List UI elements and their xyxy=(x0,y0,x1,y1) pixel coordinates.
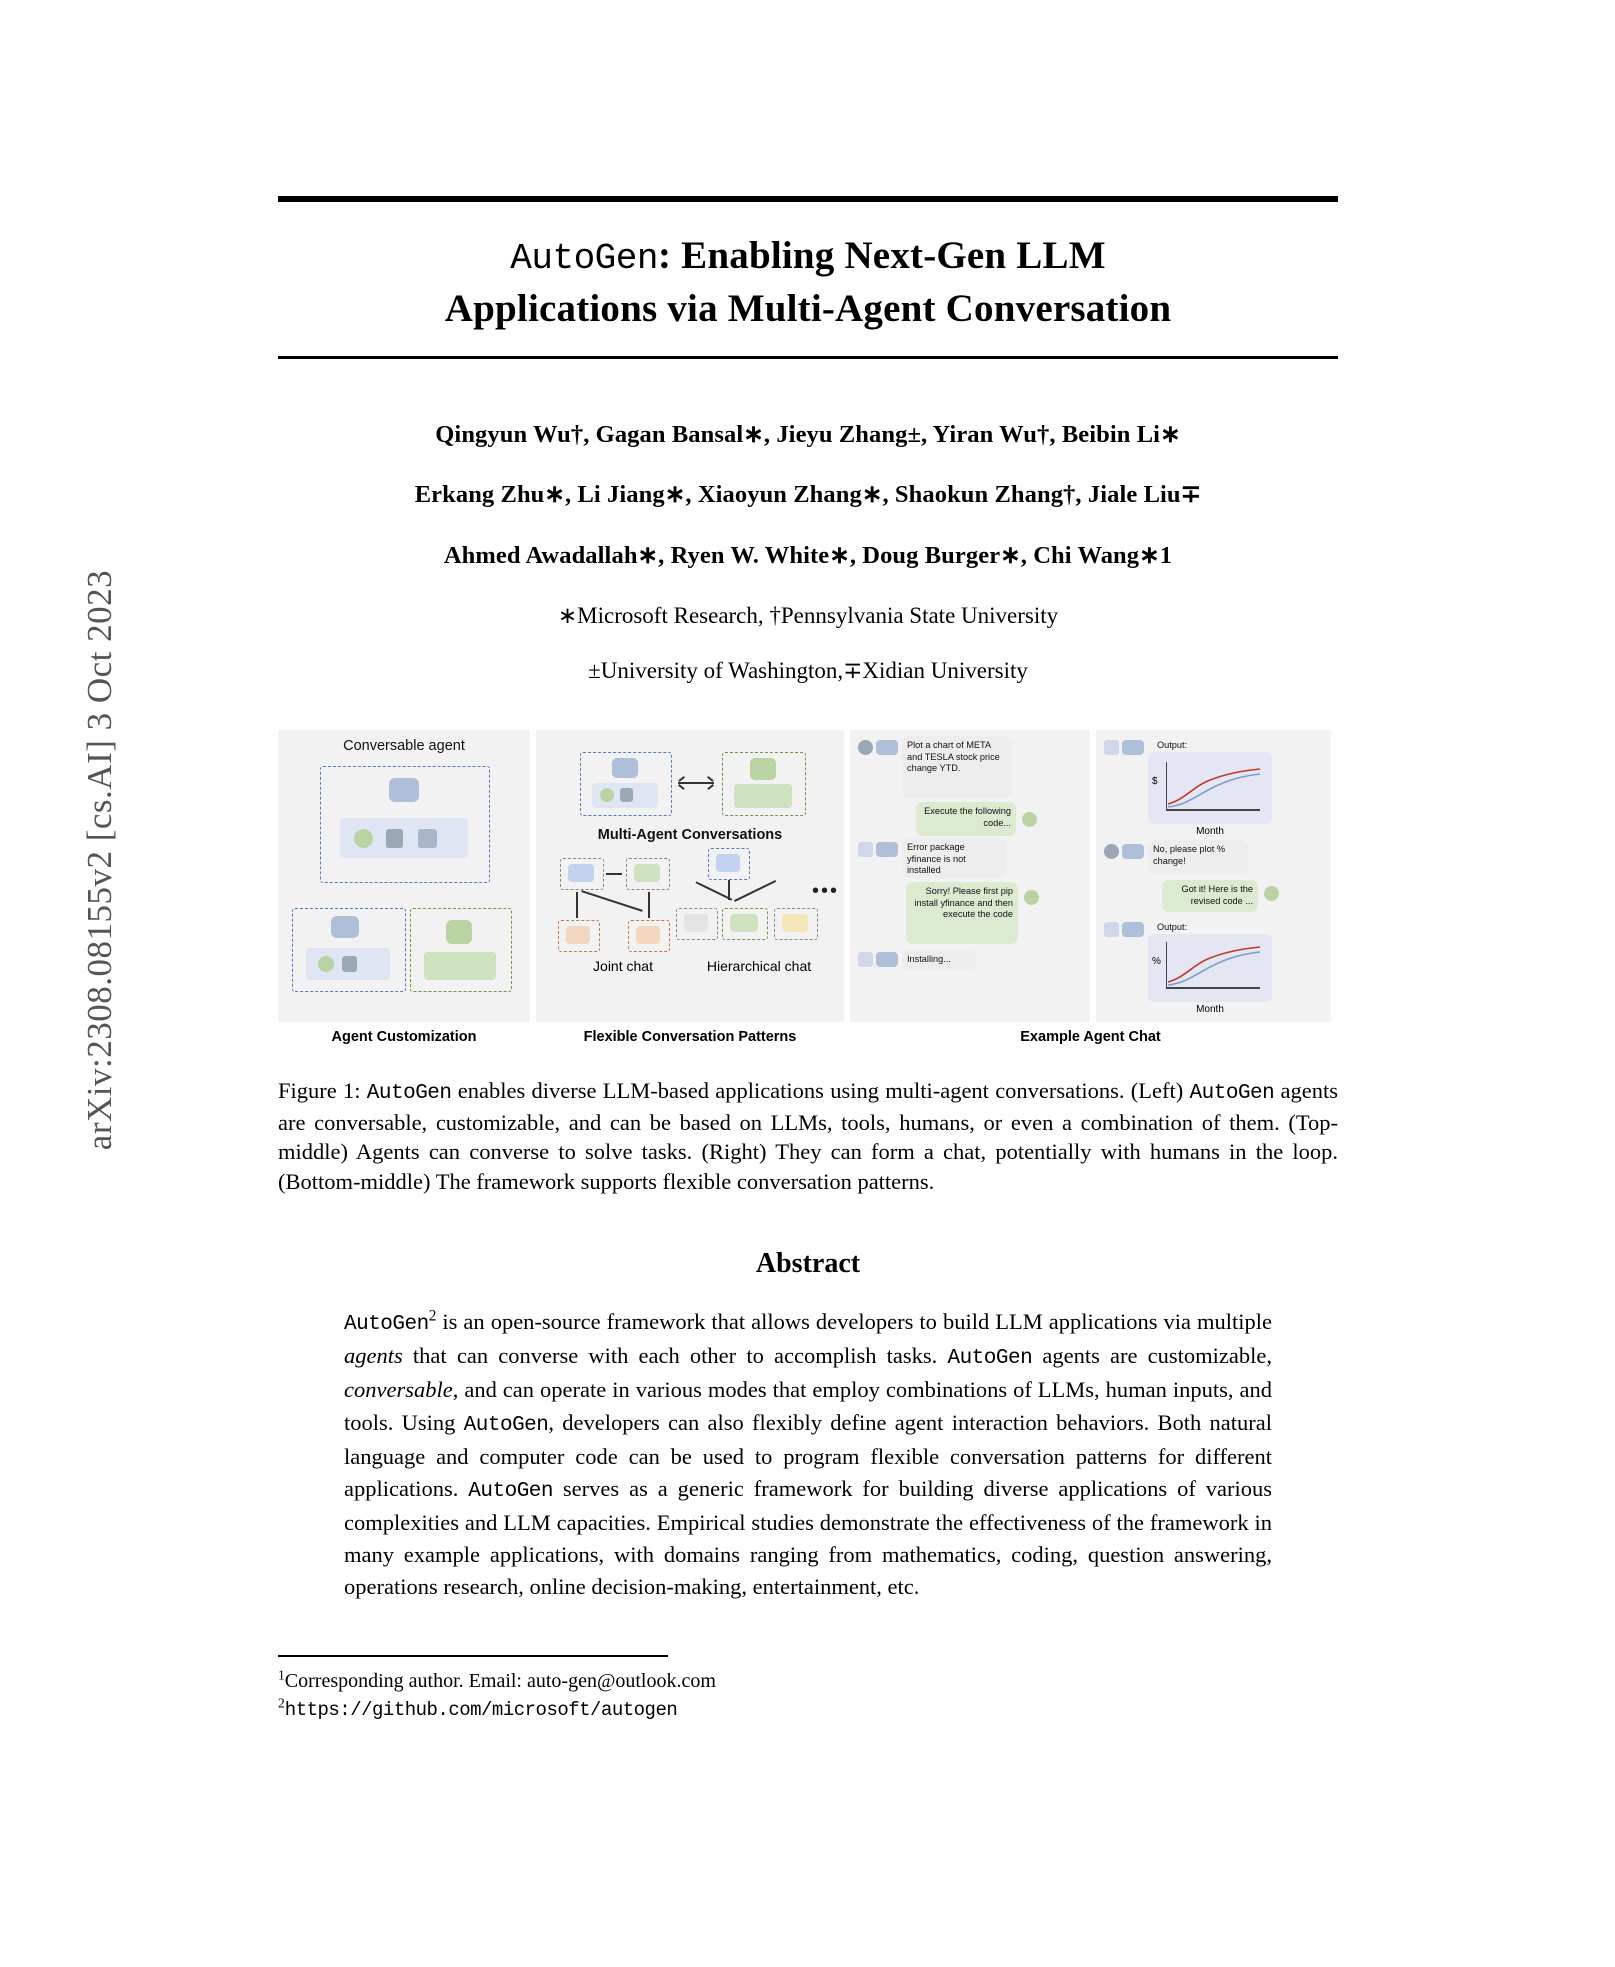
arrow-head-right-a xyxy=(707,776,713,782)
figure-subcaptions xyxy=(278,1029,1338,1045)
assistant-avatar-4 xyxy=(1122,740,1144,755)
abstract-text-5: , developers can also flexibly define agent interaction behaviors. Both natural language and computer code can be used to program flexible conversation patterns for different applications. xyxy=(344,1409,1273,1501)
joint-chat-label: Joint chat xyxy=(593,958,653,975)
abstract-italic-conversable: conversable xyxy=(344,1377,453,1403)
user-avatar-2 xyxy=(1104,844,1119,859)
footnote-1-text: Corresponding author. Email: auto-gen@outlook.com xyxy=(284,1669,716,1692)
hier-child-1 xyxy=(684,914,708,932)
plot-2 xyxy=(1148,934,1272,1002)
abstract-heading: Abstract xyxy=(755,1248,861,1280)
joint-arrow-diag xyxy=(581,891,642,912)
joint-arrow-left xyxy=(576,892,578,918)
figure-panel-chat-right xyxy=(1096,730,1331,1022)
python-avatar-3 xyxy=(1104,740,1119,755)
figure-panels xyxy=(278,730,1338,1022)
robot-icon-left xyxy=(612,758,638,778)
title-rule-top xyxy=(278,196,1338,202)
agent-avatar-2 xyxy=(1022,812,1037,827)
chat-message-6: No, please plot % change! xyxy=(1148,840,1248,874)
abstract-text-4: , and can operate in various modes that employ combinations of LLMs, human inputs, and tools. Using xyxy=(344,1377,1272,1435)
figure-panel-chat-left xyxy=(850,730,1090,1022)
footnote-1 xyxy=(278,1667,1338,1695)
footnote-2 xyxy=(278,1695,1338,1724)
plot-1-x-label: Month xyxy=(1196,826,1224,838)
plot-2-curves xyxy=(1166,940,1262,990)
output-label-1: Output: xyxy=(1157,740,1188,751)
assistant-avatar-5 xyxy=(1122,844,1144,859)
output-label-2: Output: xyxy=(1157,922,1188,933)
joint-node-3 xyxy=(566,926,590,944)
title-rest: : Enabling Next-Gen LLM xyxy=(658,234,1106,277)
figure-caption-text-2: agents are conversable, customizable, and can be based on LLMs, tools, humans, or even a combination of them. (Top-middle) Agents can converse to solve tasks. (Right) They can form a chat, potentially with humans in the loop. (Bottom-middle) The framework supports flexible conversation patterns. xyxy=(278,1078,1338,1194)
figure-caption-text-1: enables diverse LLM-based applications using multi-agent conversations. (Left) xyxy=(451,1078,1190,1104)
chat-message-7: Got it! Here is the revised code ... xyxy=(1162,880,1258,912)
abstract-mono-3: AutoGen xyxy=(463,1413,549,1437)
abstract-body xyxy=(344,1306,1272,1603)
joint-node-4 xyxy=(636,926,660,944)
arrow-head-left-a xyxy=(678,776,684,782)
chat-message-4: Sorry! Please first pip install yfinance and then execute the code xyxy=(906,882,1018,944)
robot-icon xyxy=(389,778,419,802)
paper-column xyxy=(278,0,1338,1724)
arrow-head-right-b xyxy=(707,784,713,790)
affiliation-line-1: ∗Microsoft Research, †Pennsylvania State University xyxy=(557,603,1059,629)
agent-variant-chip-green xyxy=(424,952,496,980)
green-robot-icon-right xyxy=(750,758,776,780)
conv-chip-right xyxy=(734,784,792,808)
author-line-2: Erkang Zhu∗, Li Jiang∗, Xiaoyun Zhang∗, Shaokun Zhang†, Jiale Liu∓ xyxy=(414,481,1202,509)
subcaption-agent-customization: Agent Customization xyxy=(331,1029,477,1046)
plot-2-y-label: % xyxy=(1152,956,1161,968)
author-line-1: Qingyun Wu†, Gagan Bansal∗, Jieyu Zhang±, Yiran Wu†, Beibin Li∗ xyxy=(435,420,1181,448)
affiliation-line-2: ±University of Washington,∓Xidian University xyxy=(588,658,1028,684)
assistant-avatar-2 xyxy=(876,842,898,857)
title-rule-bottom xyxy=(278,356,1338,359)
abstract-mono-4: AutoGen xyxy=(468,1479,553,1503)
abstract-text-1: is an open-source framework that allows developers to build LLM applications via multiple xyxy=(436,1309,1272,1335)
figure-caption-mono-1: AutoGen xyxy=(366,1082,452,1106)
arxiv-stamp: arXiv:2308.08155v2 [cs.AI] 3 Oct 2023 xyxy=(80,569,119,1151)
title-line2: Applications via Multi-Agent Conversation xyxy=(444,286,1172,330)
footnote-2-link[interactable]: https://github.com/microsoft/autogen xyxy=(284,1699,678,1722)
subcaption-example-chat: Example Agent Chat xyxy=(1020,1029,1161,1046)
python-avatar-4 xyxy=(1104,922,1119,937)
plot-2-x-label: Month xyxy=(1196,1004,1224,1016)
assistant-avatar-6 xyxy=(1122,922,1144,937)
chat-message-3: Error package yfinance is not installed xyxy=(902,838,1006,878)
hier-root xyxy=(716,854,740,872)
assistant-avatar-3 xyxy=(876,952,898,967)
subcaption-flexible-patterns: Flexible Conversation Patterns xyxy=(583,1029,797,1046)
agent-avatar-4 xyxy=(1264,886,1279,901)
abstract-mono-2: AutoGen xyxy=(947,1347,1033,1371)
assistant-avatar-1 xyxy=(876,740,898,755)
python-avatar-1 xyxy=(858,842,873,857)
human-icon-left xyxy=(620,788,633,802)
green-robot-icon xyxy=(446,920,472,944)
author-list xyxy=(278,420,1338,569)
hier-arrow-left xyxy=(696,882,733,901)
chat-message-2: Execute the following code... xyxy=(916,802,1016,836)
python-avatar-2 xyxy=(858,952,873,967)
robot-icon-variant xyxy=(331,916,359,938)
abstract-footnote-ref: 2 xyxy=(428,1307,437,1325)
bidirectional-arrow xyxy=(678,782,714,784)
figure-1 xyxy=(278,730,1338,1060)
human-icon-variant xyxy=(342,956,357,972)
hier-child-3 xyxy=(782,914,808,932)
abstract-italic-agents: agents xyxy=(344,1343,403,1369)
footnote-1-marker: 1 xyxy=(278,1667,285,1683)
panel1-title: Conversable agent xyxy=(343,738,465,755)
title-mono: AutoGen xyxy=(510,238,658,279)
footnote-rule xyxy=(278,1655,668,1657)
figure-panel-multi-agent xyxy=(536,730,844,1022)
footnotes xyxy=(278,1667,1338,1724)
page-title xyxy=(278,230,1338,334)
plot-1-curves xyxy=(1166,760,1262,812)
abstract-text-3: agents are customizable, xyxy=(1032,1343,1272,1369)
author-line-3: Ahmed Awadallah∗, Ryen W. White∗, Doug Burger∗, Chi Wang∗1 xyxy=(443,541,1173,569)
plot-1 xyxy=(1148,752,1272,824)
joint-arrow-right xyxy=(648,892,650,918)
figure-caption-label: Figure 1: xyxy=(278,1078,367,1104)
joint-arrow-top xyxy=(606,873,622,875)
abstract-mono-1: AutoGen xyxy=(344,1313,429,1337)
footnote-2-marker: 2 xyxy=(278,1695,285,1711)
agent-avatar-3 xyxy=(1024,890,1039,905)
figure-caption-mono-2: AutoGen xyxy=(1189,1082,1275,1106)
figure-panel-conversable-agent xyxy=(278,730,530,1022)
user-avatar-1 xyxy=(858,740,873,755)
plot-1-y-label: $ xyxy=(1152,776,1158,788)
panel2-title: Multi-Agent Conversations xyxy=(597,827,783,844)
chat-message-1: Plot a chart of META and TESLA stock price change YTD. xyxy=(902,736,1012,798)
tools-icon xyxy=(418,829,437,848)
hier-arrow-right xyxy=(734,880,776,902)
chat-message-5: Installing... xyxy=(902,950,976,970)
abstract-text-6: serves as a generic framework for building diverse applications of various complexities and LLM capacities. Empirical studies demonstrate the effectiveness of the framework in many example applications, with domains ranging from mathematics, coding, question answering, operations research, online decision-making, entertainment, etc. xyxy=(344,1475,1272,1600)
figure-caption xyxy=(278,1076,1338,1196)
joint-node-1 xyxy=(568,864,594,882)
hierarchical-chat-label: Hierarchical chat xyxy=(706,958,812,975)
abstract-text-2: that can converse with each other to accomplish tasks. xyxy=(402,1343,948,1369)
arrow-head-left-b xyxy=(678,784,684,790)
human-icon xyxy=(386,829,403,848)
hier-child-2 xyxy=(730,914,758,932)
joint-node-2 xyxy=(634,864,660,882)
more-patterns-ellipsis: ••• xyxy=(812,880,840,903)
